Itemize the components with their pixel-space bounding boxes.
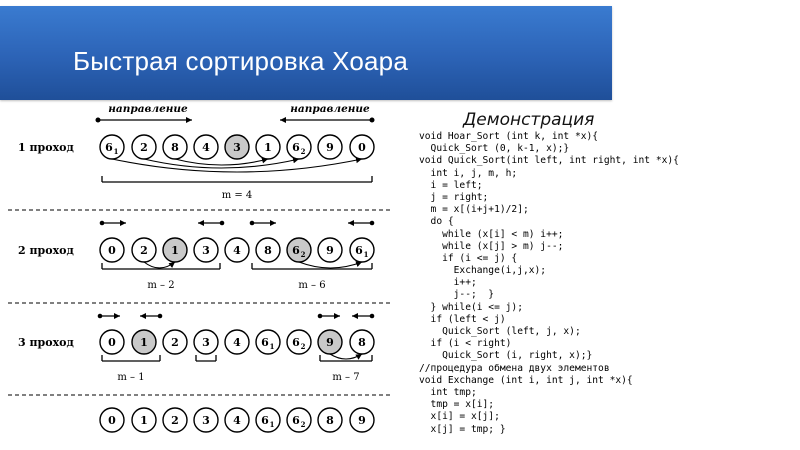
swap-arc bbox=[112, 159, 362, 172]
slide-title: Быстрая сортировка Хоара bbox=[73, 46, 409, 76]
element-value: 8 bbox=[264, 244, 272, 257]
code-line: if (i < right) bbox=[419, 338, 512, 350]
element-value: 1 bbox=[171, 244, 179, 257]
code-line: void Quick_Sort(int left, int right, int *x){ bbox=[419, 155, 679, 167]
code-line: j--; } bbox=[419, 289, 495, 301]
code-line: while (x[j] > m) j--; bbox=[419, 240, 564, 252]
array-element bbox=[225, 135, 249, 159]
segment-label: m – 7 bbox=[332, 372, 360, 383]
code-line: Quick_Sort (0, k-1, x);} bbox=[419, 143, 570, 155]
pointer-tail-dot bbox=[100, 221, 105, 226]
code-line: Quick_Sort (i, right, x);} bbox=[419, 350, 593, 362]
pointer-tail-dot bbox=[370, 314, 375, 319]
pointer-tail-dot bbox=[158, 314, 163, 319]
title-banner bbox=[0, 6, 612, 100]
quicksort-diagram bbox=[0, 98, 400, 450]
array-element bbox=[350, 238, 374, 262]
element-value: 6 bbox=[261, 414, 269, 427]
array-element bbox=[163, 135, 187, 159]
swap-arc bbox=[144, 262, 175, 268]
array-element bbox=[163, 238, 187, 262]
pass-label: 3 проход bbox=[18, 336, 74, 349]
array-element bbox=[318, 408, 342, 432]
demo-title: Демонстрация bbox=[463, 110, 595, 130]
element-subscript: 1 bbox=[269, 342, 275, 351]
array-element bbox=[194, 238, 218, 262]
pass-label: 2 проход bbox=[18, 244, 74, 257]
pointer-tail-dot bbox=[250, 221, 255, 226]
element-value: 9 bbox=[326, 244, 334, 257]
array-element bbox=[132, 238, 156, 262]
pointer-tail-dot bbox=[220, 221, 225, 226]
array-element bbox=[350, 408, 374, 432]
swap-arc bbox=[299, 262, 362, 268]
element-value: 1 bbox=[264, 141, 272, 154]
segment-label: m – 2 bbox=[147, 280, 175, 291]
element-value: 9 bbox=[358, 414, 366, 427]
array-element bbox=[132, 330, 156, 354]
array-element bbox=[100, 408, 124, 432]
code-line: int i, j, m, h; bbox=[419, 167, 518, 179]
element-value: 6 bbox=[292, 336, 300, 349]
element-value: 2 bbox=[140, 141, 148, 154]
direction-label-right: направление bbox=[290, 103, 370, 115]
element-value: 2 bbox=[171, 336, 179, 349]
array-element bbox=[100, 238, 124, 262]
array-element bbox=[287, 238, 311, 262]
element-value: 0 bbox=[108, 414, 116, 427]
array-element bbox=[318, 238, 342, 262]
code-line: Quick_Sort (left, j, x); bbox=[419, 326, 581, 337]
array-element bbox=[100, 135, 124, 159]
array-element bbox=[318, 135, 342, 159]
array-element bbox=[256, 238, 280, 262]
element-value: 1 bbox=[140, 336, 148, 349]
code-line: while (x[i] < m) i++; bbox=[419, 228, 564, 240]
code-line: Exchange(i,j,x); bbox=[419, 265, 547, 277]
element-value: 6 bbox=[355, 244, 363, 257]
pointer-tail-dot bbox=[370, 221, 375, 226]
array-element bbox=[256, 330, 280, 354]
element-value: 6 bbox=[292, 244, 300, 257]
array-element bbox=[225, 408, 249, 432]
element-value: 6 bbox=[292, 414, 300, 427]
pass-label: 1 проход bbox=[18, 141, 74, 154]
element-subscript: 1 bbox=[113, 147, 119, 156]
array-element bbox=[287, 135, 311, 159]
array-element bbox=[225, 330, 249, 354]
element-value: 0 bbox=[108, 244, 116, 257]
element-value: 6 bbox=[261, 336, 269, 349]
array-element bbox=[318, 330, 342, 354]
array-element bbox=[256, 135, 280, 159]
direction-arrow-tail-dot bbox=[370, 118, 375, 123]
element-value: 2 bbox=[140, 244, 148, 257]
code-line: m = x[(i+j+1)/2]; bbox=[419, 204, 529, 216]
array-element bbox=[194, 408, 218, 432]
element-value: 6 bbox=[105, 141, 113, 154]
swap-arc bbox=[175, 159, 268, 165]
element-subscript: 2 bbox=[300, 420, 306, 429]
element-value: 8 bbox=[171, 141, 179, 154]
element-subscript: 2 bbox=[300, 250, 306, 259]
code-line: void Hoar_Sort (int k, int *x){ bbox=[419, 131, 599, 142]
pointer-tail-dot bbox=[318, 314, 323, 319]
code-line: } while(i <= j); bbox=[419, 301, 523, 313]
array-element bbox=[163, 330, 187, 354]
code-line: void Exchange (int i, int j, int *x){ bbox=[419, 374, 633, 386]
element-value: 8 bbox=[326, 414, 334, 427]
code-line: if (i <= j) { bbox=[419, 252, 518, 264]
code-line: x[j] = tmp; } bbox=[419, 423, 506, 435]
element-value: 3 bbox=[233, 141, 241, 154]
segment-label: m = 4 bbox=[221, 190, 253, 201]
array-element bbox=[132, 408, 156, 432]
element-value: 3 bbox=[202, 244, 210, 257]
element-subscript: 2 bbox=[300, 342, 306, 351]
array-element bbox=[100, 330, 124, 354]
code-line: i = left; bbox=[419, 179, 483, 191]
element-value: 4 bbox=[233, 336, 241, 349]
element-value: 1 bbox=[140, 414, 148, 427]
code-listing bbox=[419, 131, 679, 436]
array-element bbox=[256, 408, 280, 432]
element-value: 8 bbox=[358, 336, 366, 349]
element-value: 3 bbox=[202, 414, 210, 427]
swap-arc bbox=[144, 159, 299, 168]
array-element bbox=[350, 135, 374, 159]
code-line: //процедура обмена двух элементов bbox=[419, 362, 610, 374]
element-value: 9 bbox=[326, 336, 334, 349]
array-element bbox=[225, 238, 249, 262]
pointer-tail-dot bbox=[98, 314, 103, 319]
code-line: i++; bbox=[419, 277, 477, 289]
element-subscript: 1 bbox=[363, 250, 369, 259]
element-value: 4 bbox=[233, 244, 241, 257]
array-element bbox=[163, 408, 187, 432]
array-element bbox=[194, 135, 218, 159]
code-line: tmp = x[i]; bbox=[419, 399, 495, 411]
element-subscript: 1 bbox=[269, 420, 275, 429]
direction-arrow-tail-dot bbox=[96, 118, 101, 123]
array-element bbox=[350, 330, 374, 354]
element-subscript: 2 bbox=[300, 147, 306, 156]
direction-label-left: направление bbox=[108, 103, 188, 115]
code-line: int tmp; bbox=[419, 386, 477, 398]
element-value: 0 bbox=[358, 141, 366, 154]
code-line: j = right; bbox=[419, 191, 489, 203]
code-line: do { bbox=[419, 216, 454, 228]
segment-label: m – 1 bbox=[117, 372, 145, 383]
element-value: 4 bbox=[202, 141, 210, 154]
element-value: 4 bbox=[233, 414, 241, 427]
swap-arc bbox=[330, 354, 362, 359]
array-element bbox=[287, 330, 311, 354]
element-value: 0 bbox=[108, 336, 116, 349]
array-element bbox=[287, 408, 311, 432]
element-value: 2 bbox=[171, 414, 179, 427]
element-value: 9 bbox=[326, 141, 334, 154]
segment-label: m – 6 bbox=[298, 280, 326, 291]
element-value: 6 bbox=[292, 141, 300, 154]
element-value: 3 bbox=[202, 336, 210, 349]
array-element bbox=[132, 135, 156, 159]
code-line: x[i] = x[j]; bbox=[419, 411, 500, 423]
code-line: if (left < j) bbox=[419, 313, 506, 325]
array-element bbox=[194, 330, 218, 354]
